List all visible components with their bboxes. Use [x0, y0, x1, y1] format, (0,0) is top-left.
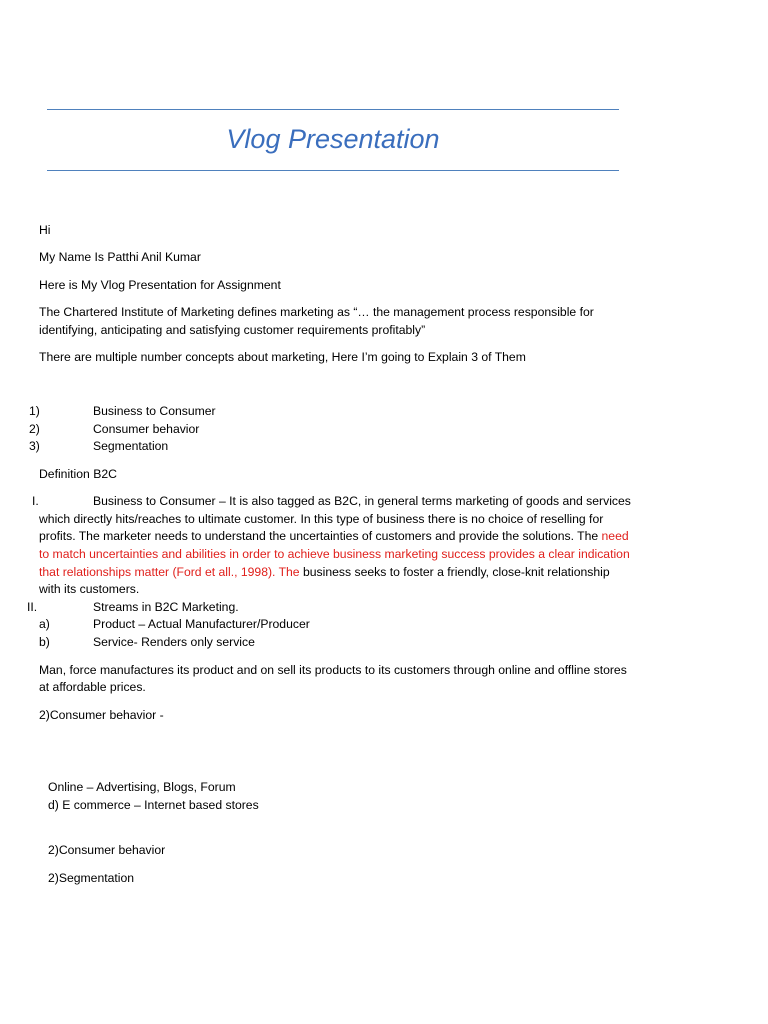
section-one-line-2: which directly hits/reaches to ultimate customer. In this type of business there is no choice of reselling for: [39, 512, 604, 526]
concept-label: Business to Consumer: [93, 404, 216, 418]
citation-highlight: that relationships matter (Ford et all., 1998). The: [39, 565, 300, 579]
section-two-marker: II.: [27, 600, 38, 614]
definition-heading: Definition B2C: [39, 467, 117, 481]
section-one-marker: I.: [32, 494, 39, 508]
segmentation-heading: 2)Segmentation: [48, 871, 135, 885]
concepts-intro: There are multiple number concepts about marketing, Here I’m going to Explain 3 of Them: [39, 350, 526, 364]
name-line: My Name Is Patthi Anil Kumar: [39, 250, 201, 264]
stream-marker: a): [39, 617, 50, 631]
title-bottom-rule: [47, 170, 619, 171]
concept-marker: 1): [29, 404, 40, 418]
stream-label: Product – Actual Manufacturer/Producer: [93, 617, 310, 631]
concept-label: Segmentation: [93, 439, 169, 453]
manufacture-line-2: at affordable prices.: [39, 680, 146, 694]
section-one-line-5: [39, 564, 610, 582]
ecommerce-line: d) E commerce – Internet based stores: [48, 798, 259, 812]
manufacture-line-1: Man, force manufactures its product and on sell its products to its customers through online and offline stores: [39, 663, 627, 677]
online-line: Online – Advertising, Blogs, Forum: [48, 780, 236, 794]
consumer-behavior-heading: 2)Consumer behavior -: [39, 708, 164, 722]
stream-marker: b): [39, 635, 50, 649]
title-top-rule: [47, 109, 619, 110]
citation-highlight: need: [601, 529, 629, 543]
section-two-label: Streams in B2C Marketing.: [93, 600, 239, 614]
cim-definition-line-1: The Chartered Institute of Marketing defines marketing as “… the management process responsible for: [39, 305, 594, 319]
stream-label: Service- Renders only service: [93, 635, 255, 649]
section-one-line-3-text: profits. The marketer needs to understand the uncertainties of customers and provide the solutions. The: [39, 529, 599, 543]
intro-line: Here is My Vlog Presentation for Assignment: [39, 278, 281, 292]
cim-definition-line-2: identifying, anticipating and satisfying customer requirements profitably”: [39, 323, 426, 337]
citation-highlight-line: to match uncertainties and abilities in order to achieve business marketing success provides a clear indication: [39, 547, 630, 561]
section-one-line-1: Business to Consumer – It is also tagged as B2C, in general terms marketing of goods and services: [93, 494, 631, 508]
concept-marker: 3): [29, 439, 40, 453]
concept-label: Consumer behavior: [93, 422, 200, 436]
section-one-line-3: [39, 528, 629, 546]
document-title: Vlog Presentation: [226, 124, 440, 154]
consumer-behavior-repeat: 2)Consumer behavior: [48, 843, 166, 857]
concept-marker: 2): [29, 422, 40, 436]
section-one-line-5-text: business seeks to foster a friendly, close-knit relationship: [302, 565, 610, 579]
greeting: Hi: [39, 223, 51, 237]
section-one-line-6: with its customers.: [39, 582, 140, 596]
